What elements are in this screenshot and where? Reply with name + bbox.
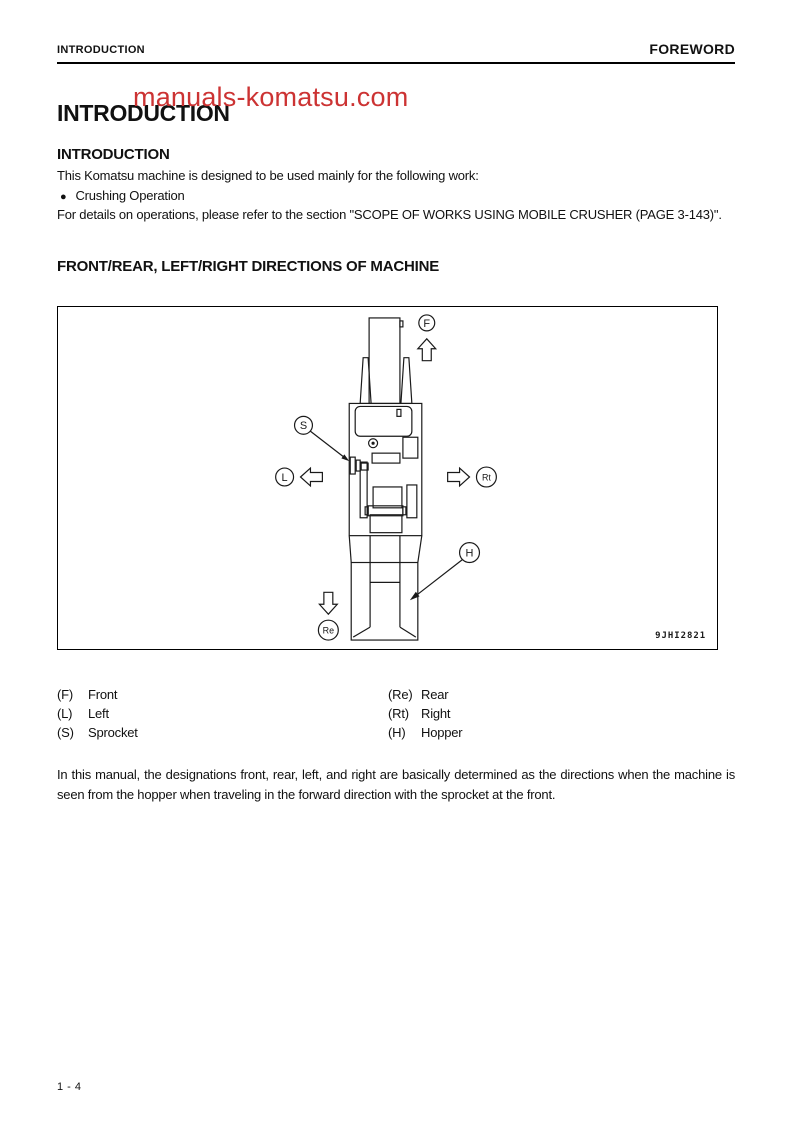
legend-key: (F) [57,687,73,702]
header-rule [57,62,735,64]
front-arrow-icon [418,339,436,361]
hopper [349,536,422,640]
sprocket-leader [310,431,349,461]
rear-arrow-icon [319,592,337,614]
right-arrow-icon [448,468,470,486]
machine-diagram [58,307,717,649]
intro-line: This Komatsu machine is designed to be used mainly for the following work: [57,168,479,183]
figure-legend [57,687,718,744]
sprocket-label-text: S [299,420,308,433]
legend-value: Left [88,706,109,721]
hopper-label [460,543,480,563]
right-label-text: Rt [481,472,491,483]
page-number: 1 - 4 [57,1081,82,1093]
right-label [476,467,496,487]
hopper-label-text: H [465,547,474,560]
directions-figure [57,306,718,650]
bullet-icon: ● [60,191,67,203]
legend-value: Right [421,706,451,721]
legend-key: (S) [57,725,74,740]
front-label-text: F [423,317,431,330]
legend-value: Front [88,687,118,702]
rear-label [318,620,338,640]
front-label [419,315,435,331]
machine-body [349,403,422,535]
rear-label-text: Re [322,625,335,636]
left-arrow-icon [301,468,323,486]
header-section-title: INTRODUCTION [57,44,145,56]
sprocket-label [295,416,313,434]
directions-heading: FRONT/REAR, LEFT/RIGHT DIRECTIONS OF MACHINE [57,258,440,275]
directions-note: In this manual, the designations front, rear, left, and right are basically determined as the directions when the machine is seen from the hopper when traveling in the forward direction with the sprocket at the front. [57,767,735,802]
legend-key: (H) [388,725,406,740]
legend-key: (Re) [388,687,413,702]
left-label [276,468,294,486]
legend-value: Hopper [421,725,463,740]
legend-value: Sprocket [88,725,138,740]
figure-code: 9JHI2821 [655,631,707,642]
watermark: manuals-komatsu.com [133,82,409,112]
legend-value: Rear [421,687,449,702]
header-chapter-title: FOREWORD [649,41,735,57]
legend-key: (L) [57,706,73,721]
page-title: INTRODUCTION [57,100,230,126]
intro-heading: INTRODUCTION [57,146,170,163]
bullet-item-label: Crushing Operation [75,188,185,203]
left-label-text: L [281,471,288,484]
discharge-conveyor [360,318,412,404]
legend-key: (Rt) [388,706,409,721]
intro-detail-line: For details on operations, please refer to the section "SCOPE OF WORKS USING MOBILE CRUSHER (PAGE 3-143)". [57,207,722,222]
